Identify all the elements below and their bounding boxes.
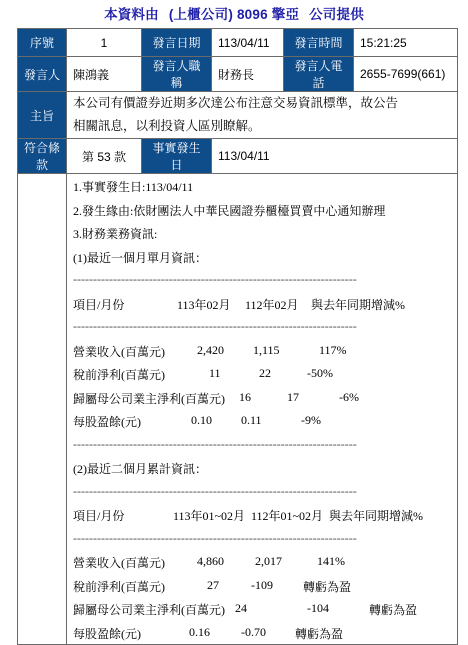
speaker-phone-label: 發言人電話 — [284, 57, 354, 92]
dash-separator: ----------------------------------------------------------------------- — [73, 436, 357, 451]
dash-separator: ----------------------------------------------------------------------- — [73, 483, 357, 498]
date-label: 發言日期 — [142, 29, 212, 57]
detail-line: 2.發生緣由:依財團法人中華民國證券櫃檯買賣中心通知辦理 — [73, 203, 386, 218]
monthly-header-row: 項目/月份 113年02月 112年02月 與去年同期增減% — [73, 297, 405, 312]
monthly-data-row: 稅前淨利(百萬元) 11 22 -50% — [73, 366, 333, 382]
row-subject — [18, 92, 458, 139]
subject-line-1: 本公司有價證券近期多次達公布注意交易資訊標準，故公告 — [73, 96, 399, 110]
subject-line-2: 相關訊息，以利投資人區別瞭解。 — [73, 119, 261, 133]
time-label: 發言時間 — [284, 29, 354, 57]
dash-separator: ----------------------------------------------------------------------- — [73, 272, 357, 286]
subject-text — [67, 92, 458, 139]
speaker-title-label: 發言人職稱 — [142, 57, 212, 92]
detail-line: 3.財務業務資訊: — [73, 227, 158, 241]
cumulative-data-row: 每股盈餘(元) 0.16 -0.70 轉虧為盈 — [73, 624, 344, 641]
seq-label: 序號 — [18, 29, 67, 57]
seq-value: 1 — [67, 29, 142, 57]
detail-line: (1)最近一個月單月資訊： — [73, 250, 207, 265]
event-date-value: 113/04/11 — [212, 139, 458, 174]
detail-line: 1.事實發生日:113/04/11 — [73, 180, 194, 194]
row-clause — [18, 139, 458, 174]
clause-value: 第 53 款 — [67, 139, 142, 174]
header-company: (上櫃公司) 8096 擎亞 — [168, 7, 300, 22]
monthly-data-row: 營業收入(百萬元) 2,420 1,115 117% — [73, 342, 347, 359]
detail-left-blank — [18, 174, 67, 645]
time-value: 15:21:25 — [354, 29, 458, 57]
announcement-table — [17, 28, 458, 645]
detail-text — [67, 174, 458, 645]
dash-separator: ----------------------------------------------------------------------- — [73, 530, 357, 545]
dash-separator: ----------------------------------------------------------------------- — [73, 319, 357, 333]
speaker-phone-value: 2655-7699(661) — [354, 57, 458, 92]
header-source-label: 本資料由 — [104, 7, 159, 22]
speaker-label: 發言人 — [18, 57, 67, 92]
row-speaker — [18, 57, 458, 92]
subject-label: 主旨 — [18, 92, 67, 139]
detail-line: (2)最近二個月累計資訊： — [73, 462, 207, 476]
monthly-data-row: 歸屬母公司業主淨利(百萬元) 16 17 -6% — [73, 389, 359, 406]
row-meta — [18, 29, 458, 57]
clause-label: 符合條款 — [18, 139, 67, 174]
row-detail — [18, 174, 458, 645]
event-date-label: 事實發生日 — [142, 139, 212, 174]
date-value: 113/04/11 — [212, 29, 284, 57]
header-provider-label: 公司提供 — [309, 7, 364, 22]
cumulative-header-row: 項目/月份 113年01~02月 112年01~02月 與去年同期增減% — [73, 509, 423, 523]
cumulative-data-row: 營業收入(百萬元) 4,860 2,017 141% — [73, 554, 345, 570]
speaker-title-value: 財務長 — [212, 57, 284, 92]
speaker-value: 陳鴻義 — [67, 57, 142, 92]
monthly-data-row: 每股盈餘(元) 0.10 0.11 -9% — [73, 413, 321, 429]
cumulative-data-row: 歸屬母公司業主淨利(百萬元) 24 -104 轉虧為盈 — [73, 601, 418, 617]
cumulative-data-row: 稅前淨利(百萬元) 27 -109 轉虧為盈 — [73, 577, 352, 594]
